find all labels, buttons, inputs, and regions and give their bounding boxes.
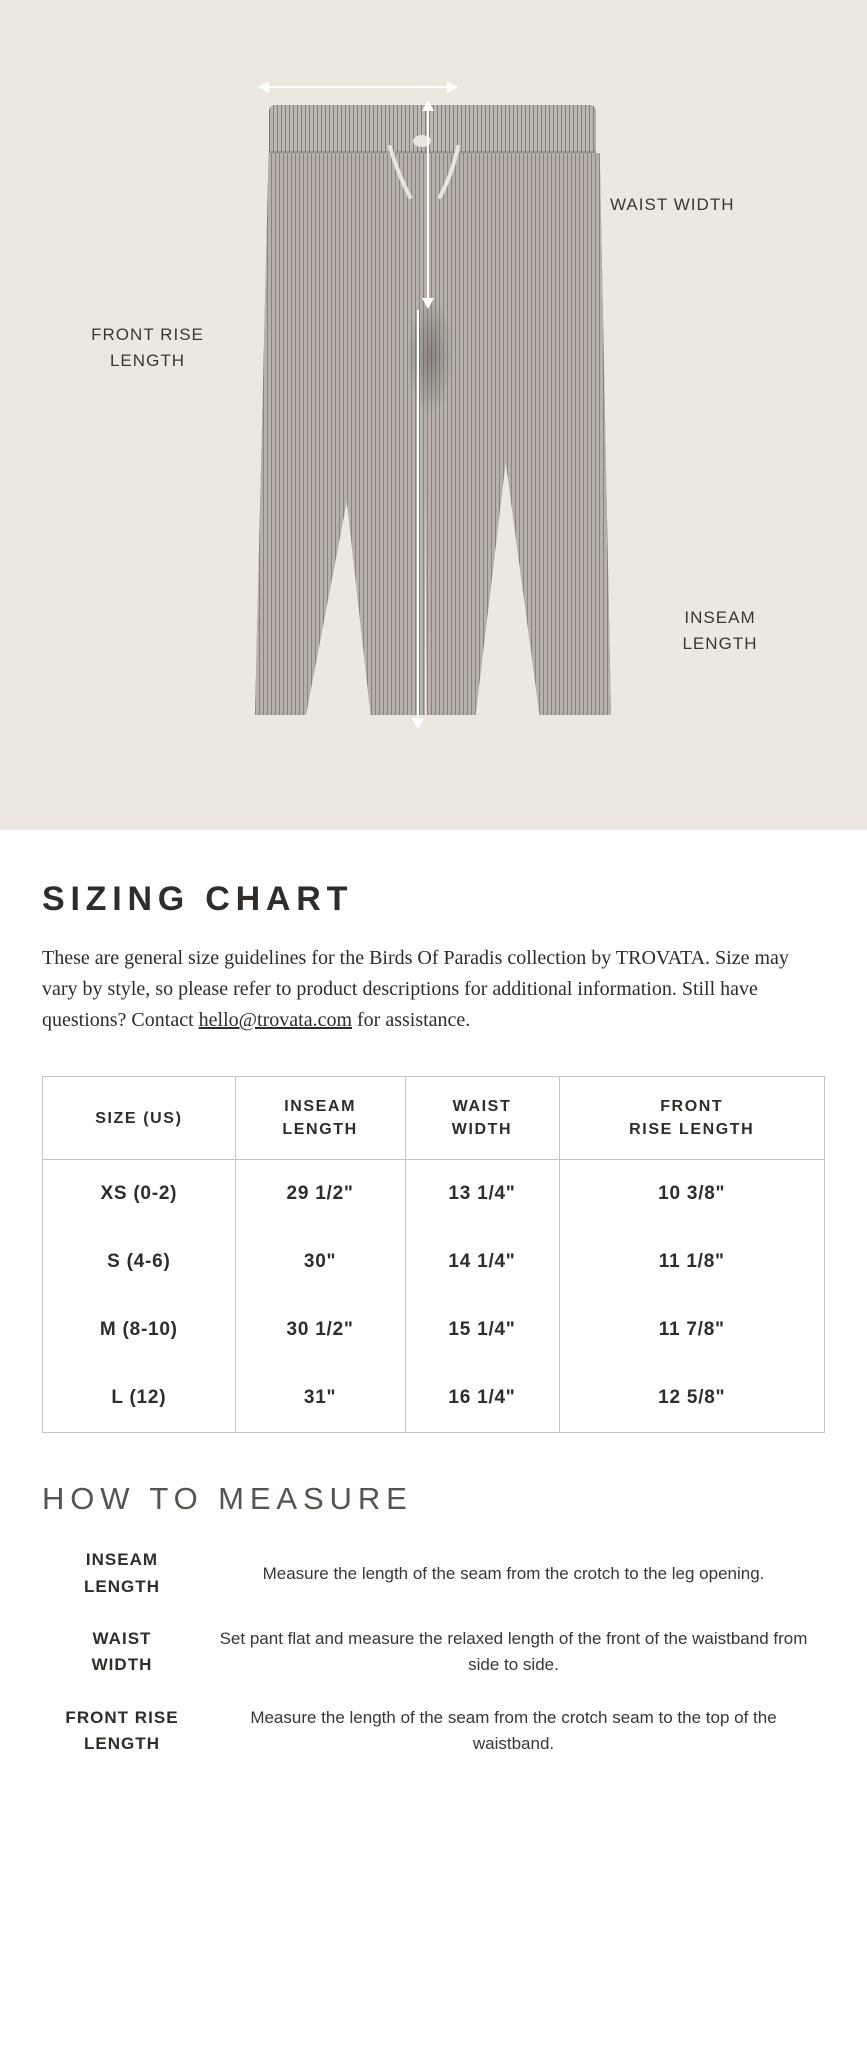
label-inseam-line2: LENGTH	[682, 633, 758, 653]
table-row	[43, 1296, 825, 1364]
column-header-inseam-line2: LENGTH	[282, 1121, 358, 1139]
column-header-front-rise-line2: RISE LENGTH	[629, 1121, 755, 1139]
label-front-rise-line1: FRONT RISE	[91, 325, 204, 344]
column-header-waist-line1: WAIST	[452, 1098, 512, 1115]
how-to-measure-term	[42, 1626, 202, 1679]
how-to-measure-term	[42, 1547, 202, 1600]
hero-diagram	[0, 0, 867, 830]
column-header-waist-line2: WIDTH	[451, 1121, 513, 1139]
how-to-measure-description: Set pant flat and measure the relaxed length of the front of the waistband from side to side.	[219, 1629, 808, 1675]
column-header-inseam-line1: INSEAM	[284, 1098, 357, 1115]
cell-waist: 16 1/4"	[405, 1364, 559, 1433]
waist-width-arrow-right	[447, 81, 458, 93]
table-row	[43, 1160, 825, 1229]
bottom-spacer	[42, 1783, 825, 1811]
drawstring	[380, 143, 472, 201]
column-header-waist	[405, 1077, 559, 1160]
cell-front-rise: 11 7/8"	[559, 1296, 825, 1364]
how-to-measure-title: HOW TO MEASURE	[42, 1481, 413, 1517]
label-front-rise-length	[55, 322, 240, 373]
label-inseam-line1: INSEAM	[684, 608, 756, 627]
intro-paragraph	[42, 943, 825, 1036]
label-waist-width: WAIST WIDTH	[610, 195, 735, 214]
content-area	[0, 830, 867, 1811]
column-header-front-rise-line1: FRONT	[660, 1098, 724, 1115]
term-line1: WAIST	[92, 1629, 152, 1649]
front-rise-arrow-bottom	[422, 298, 434, 309]
cell-inseam: 31"	[235, 1364, 405, 1433]
cell-size: XS (0-2)	[43, 1160, 236, 1229]
intro-text-after: for assistance.	[352, 1009, 471, 1031]
table-header-row	[43, 1077, 825, 1160]
waist-width-arrow-left	[258, 81, 269, 93]
left-leg	[255, 153, 425, 715]
cell-front-rise: 10 3/8"	[559, 1160, 825, 1229]
intro-text-before: These are general size guidelines for the Birds Of Paradis collection by TROVATA. Size may vary by style, so please refer to product descriptions for additional information. Still have questions? Contact	[42, 947, 789, 1031]
cell-inseam: 30"	[235, 1228, 405, 1296]
front-rise-arrow-line	[427, 110, 429, 300]
cell-front-rise: 12 5/8"	[559, 1364, 825, 1433]
size-chart-body	[43, 1160, 825, 1433]
cell-inseam: 30 1/2"	[235, 1296, 405, 1364]
how-to-measure-item	[42, 1626, 825, 1679]
term-line2: LENGTH	[83, 1734, 160, 1754]
how-to-measure-term	[42, 1705, 202, 1758]
column-header-size-line1: SIZE (US)	[95, 1109, 183, 1127]
size-chart-table	[42, 1076, 825, 1433]
cell-size: M (8-10)	[43, 1296, 236, 1364]
waist-width-arrow-line	[268, 86, 448, 88]
term-line2: LENGTH	[83, 1576, 160, 1596]
cell-inseam: 29 1/2"	[235, 1160, 405, 1229]
column-header-inseam	[235, 1077, 405, 1160]
front-rise-arrow-top	[422, 100, 434, 111]
inseam-arrow-line	[417, 310, 419, 725]
cell-front-rise: 11 1/8"	[559, 1228, 825, 1296]
label-inseam-length	[635, 605, 805, 656]
right-leg	[423, 153, 611, 715]
inseam-arrow-bottom	[412, 718, 424, 729]
how-to-measure-item	[42, 1705, 825, 1758]
page-title: SIZING CHART	[42, 880, 354, 918]
pants-illustration	[255, 105, 610, 730]
table-row	[43, 1228, 825, 1296]
how-to-measure-description: Measure the length of the seam from the crotch seam to the top of the waistband.	[250, 1707, 777, 1754]
column-header-front-rise	[559, 1077, 825, 1160]
how-to-measure-description: Measure the length of the seam from the crotch to the leg opening.	[262, 1563, 765, 1583]
table-row	[43, 1364, 825, 1433]
how-to-measure-item	[42, 1547, 825, 1600]
term-line2: WIDTH	[91, 1655, 153, 1675]
size-chart-header	[43, 1077, 825, 1160]
column-header-size	[43, 1077, 236, 1160]
label-front-rise-line2: LENGTH	[109, 350, 186, 370]
crotch-shadow	[407, 295, 453, 415]
term-line1: FRONT RISE	[65, 1707, 179, 1727]
cell-size: L (12)	[43, 1364, 236, 1433]
cell-waist: 15 1/4"	[405, 1296, 559, 1364]
cell-waist: 13 1/4"	[405, 1160, 559, 1229]
cell-waist: 14 1/4"	[405, 1228, 559, 1296]
term-line1: INSEAM	[85, 1550, 159, 1570]
cell-size: S (4-6)	[43, 1228, 236, 1296]
contact-email-link[interactable]: hello@trovata.com	[198, 1009, 353, 1031]
